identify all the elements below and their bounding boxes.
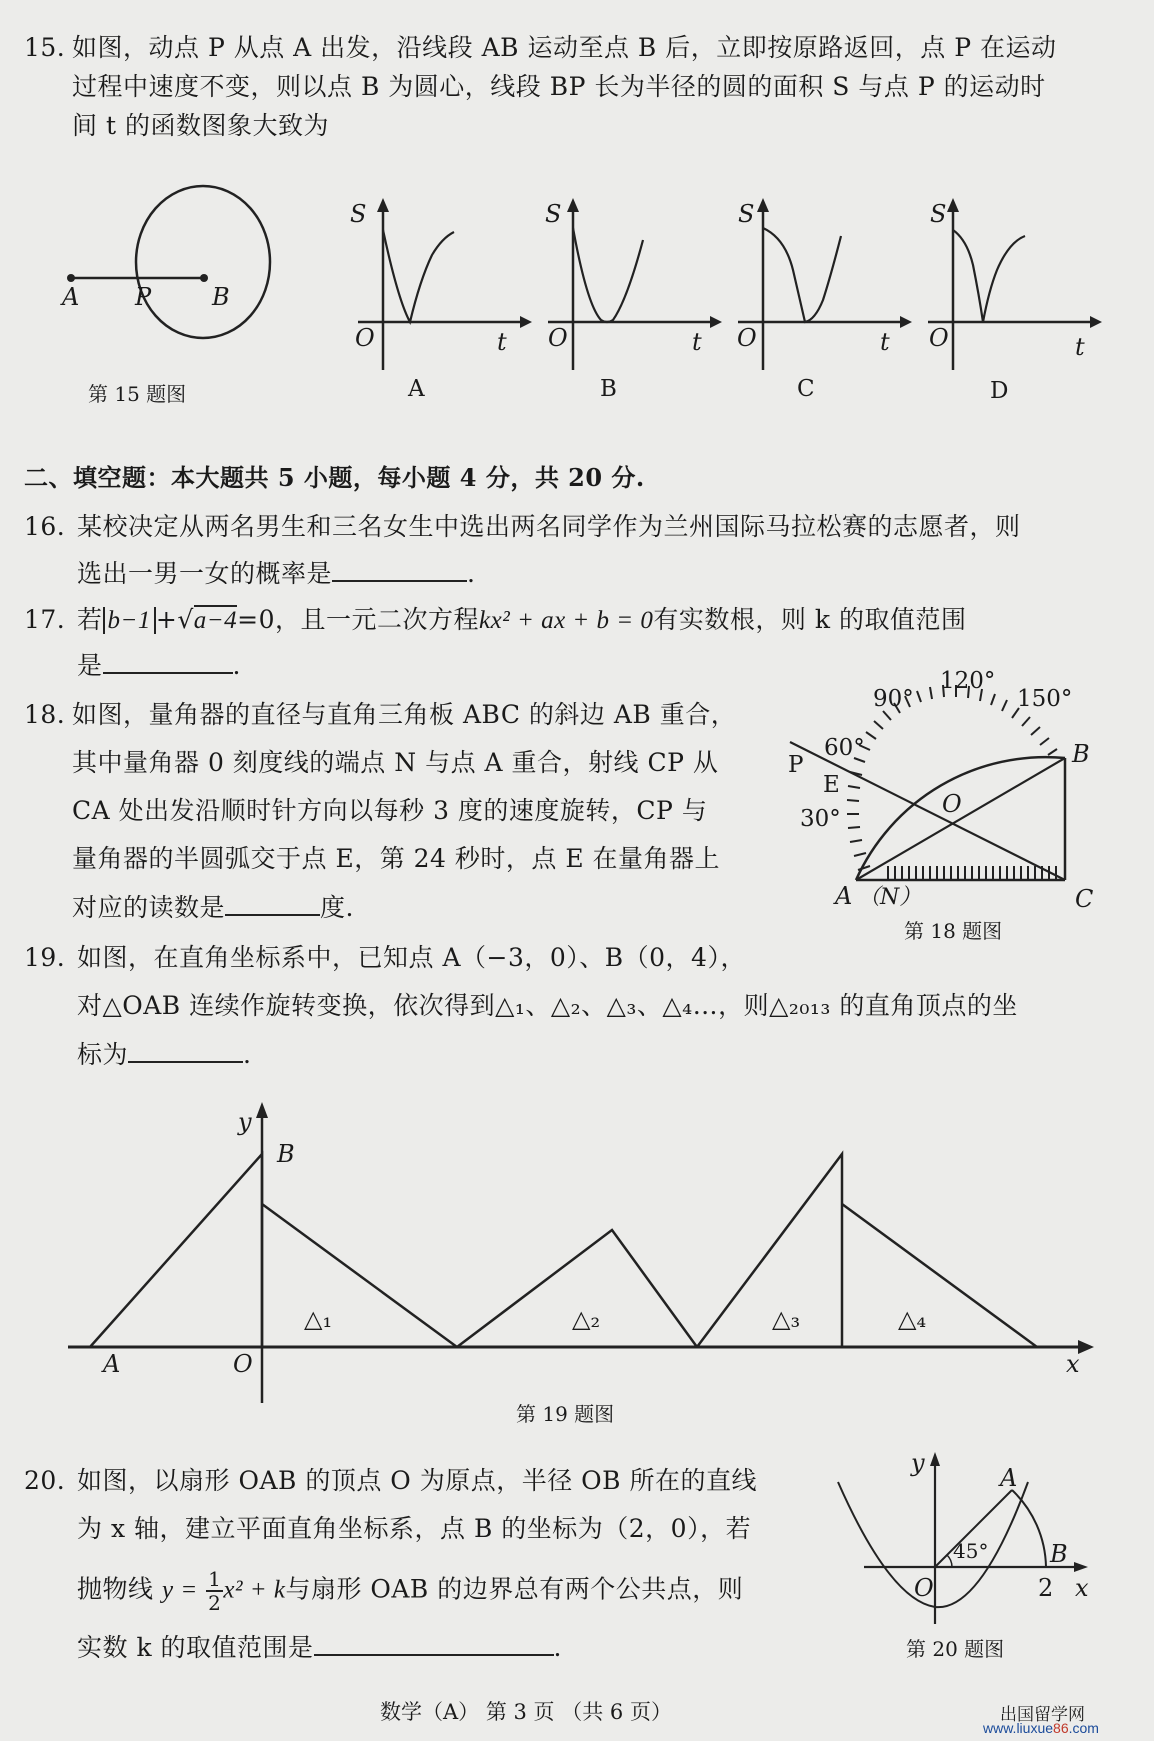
q17-answer-blank[interactable] [103, 650, 233, 674]
q17-abs-expr: b−1 [103, 607, 156, 634]
q18-text-line-1: 如图，量角器的直径与直角三角板 ABC 的斜边 AB 重合， [72, 700, 737, 729]
q19-label-x: x [1066, 1350, 1080, 1378]
q15-option-d-origin: O [929, 324, 949, 352]
q20-label-x: x [1075, 1574, 1089, 1602]
q15-text-line-1: 如图，动点 P 从点 A 出发，沿线段 AB 运动至点 B 后，立即按原路返回，点 P 在运动 [72, 33, 1057, 62]
q19-label-triangle-2: △₂ [572, 1305, 601, 1333]
q18-text-line-3: CA 处出发沿顺时针方向以每秒 3 度的速度旋转，CP 与 [72, 796, 708, 825]
q17-text-line-2 [77, 650, 241, 681]
q15-text-line-2: 过程中速度不变，则以点 B 为圆心，线段 BP 长为半径的圆的面积 S 与点 P 的运动时 [72, 72, 1046, 101]
q18-figure [770, 660, 1154, 950]
page-footer: 数学（A） 第 3 页 （共 6 页） [380, 1700, 672, 1724]
q17-text-line-1 [77, 605, 966, 636]
q18-label-o: O [942, 790, 962, 818]
q18-label-b: B [1072, 740, 1090, 768]
q16-prefix: 选出一男一女的概率是 [77, 559, 333, 588]
q17-line2-prefix: 是 [77, 651, 103, 680]
q15-option-c-axis-s: S [738, 200, 755, 228]
q20-line4-suffix: . [553, 1633, 562, 1662]
q16-number: 16. [24, 512, 66, 541]
q19-label-triangle-3: △₃ [772, 1305, 801, 1333]
q19-text-line-3 [77, 1039, 251, 1070]
q15-option-b-origin: O [548, 324, 568, 352]
q19-label-a: A [103, 1350, 121, 1378]
q16-answer-blank[interactable] [332, 558, 467, 582]
q20-text-line-3 [77, 1568, 743, 1614]
q20-figure-caption: 第 20 题图 [906, 1637, 1005, 1661]
q19-text-line-2: 对△OAB 连续作旋转变换，依次得到△₁、△₂、△₃、△₄…，则△₂₀₁₃ 的直角顶点的坐 [77, 991, 1018, 1020]
q17-sqrt-sign: √ [177, 605, 194, 634]
q15-figure [0, 180, 330, 340]
q19-figure-caption: 第 19 题图 [516, 1402, 615, 1426]
q15-option-b-label: B [600, 376, 617, 402]
q15-number: 15. [24, 33, 66, 62]
q15-option-d-label: D [990, 378, 1009, 404]
q20-line4-prefix: 实数 k 的取值范围是 [77, 1633, 314, 1662]
q20-label-angle: 45° [953, 1539, 989, 1563]
q19-label-triangle-4: △₄ [898, 1305, 927, 1333]
q18-label-a: A [835, 882, 853, 910]
q18-label-90: 90° [873, 686, 914, 712]
q15-option-c-label: C [797, 376, 815, 402]
q18-figure-caption: 第 18 题图 [904, 919, 1003, 943]
q15-figure-caption: 第 15 题图 [88, 382, 187, 406]
watermark-url [983, 1720, 1099, 1736]
q18-label-150: 150° [1017, 686, 1073, 712]
q20-text-line-2: 为 x 轴，建立平面直角坐标系，点 B 的坐标为（2，0），若 [77, 1514, 752, 1543]
q15-option-b-axis-t: t [692, 328, 702, 356]
section-2-heading: 二、填空题：本大题共 5 小题，每小题 4 分，共 20 分. [24, 463, 645, 492]
q18-label-30: 30° [800, 806, 841, 832]
q18-text-line-4: 量角器的半圆弧交于点 E，第 24 秒时，点 E 在量角器上 [72, 844, 721, 873]
q20-frac-den: 2 [208, 1591, 222, 1615]
q20-label-2: 2 [1038, 1574, 1054, 1602]
q19-text-line-1: 如图，在直角坐标系中，已知点 A（−3，0）、B（0，4）， [77, 943, 746, 972]
q15-option-a-axis-s: S [350, 200, 367, 228]
q18-text-line-5 [72, 892, 354, 923]
q17-suffix: 有实数根，则 k 的取值范围 [653, 605, 967, 634]
q19-line3-prefix: 标为 [77, 1040, 129, 1069]
q15-label-p: P [135, 283, 152, 311]
q16-suffix: . [467, 559, 476, 588]
q15-option-b-graph [545, 200, 715, 360]
q16-text-line-1: 某校决定从两名男生和三名女生中选出两名同学作为兰州国际马拉松赛的志愿者，则 [77, 512, 1021, 541]
q15-option-a-label: A [408, 376, 425, 402]
q15-option-a-axis-t: t [497, 328, 507, 356]
q18-text-line-2: 其中量角器 0 刻度线的端点 N 与点 A 重合，射线 CP 从 [72, 748, 719, 777]
q15-option-d-axis-t: t [1075, 333, 1085, 361]
q18-label-n: （N） [858, 885, 922, 910]
q20-label-b: B [1050, 1540, 1068, 1568]
q20-label-y: y [911, 1449, 925, 1477]
q19-answer-blank[interactable] [128, 1039, 243, 1063]
q15-option-c-axis-t: t [880, 328, 890, 356]
q15-label-a: A [62, 283, 80, 311]
q15-text-line-3: 间 t 的函数图象大致为 [72, 111, 329, 140]
q19-label-b: B [277, 1140, 295, 1168]
q18-answer-blank[interactable] [225, 892, 320, 916]
q15-option-d-graph [925, 200, 1095, 360]
q19-label-o: O [233, 1350, 253, 1378]
q15-option-b-axis-s: S [545, 200, 562, 228]
watermark-site-name: 出国留学网 [1000, 1705, 1085, 1724]
q17-plus: + [155, 605, 178, 634]
q20-frac-num: 1 [208, 1567, 222, 1591]
q18-number: 18. [24, 700, 66, 729]
q20-label-o: O [914, 1574, 934, 1602]
q19-figure [60, 1100, 1100, 1430]
q18-label-c: C [1075, 885, 1094, 913]
q19-label-y: y [238, 1108, 252, 1136]
q20-number: 20. [24, 1466, 66, 1495]
q18-last-suffix: 度. [320, 893, 354, 922]
watermark-url-prefix: www.liuxue [983, 1720, 1054, 1736]
q15-option-a-origin: O [355, 324, 375, 352]
q18-last-prefix: 对应的读数是 [72, 893, 226, 922]
q17-equation: kx² + ax + b = 0 [479, 607, 654, 634]
q20-text-line-1: 如图，以扇形 OAB 的顶点 O 为原点，半径 OB 所在的直线 [77, 1466, 757, 1495]
q19-label-triangle-1: △₁ [304, 1305, 333, 1333]
q20-line3-prefix: 抛物线 [77, 1574, 154, 1604]
q17-eq: =0，且一元二次方程 [237, 605, 480, 634]
q20-line3-suffix: 与扇形 OAB 的边界总有两个公共点，则 [285, 1574, 744, 1604]
q15-label-b: B [212, 283, 230, 311]
q20-formula-rest: x² + k [223, 1576, 286, 1604]
q19-line3-suffix: . [243, 1040, 252, 1069]
q18-label-e: E [823, 772, 840, 798]
q15-option-c-origin: O [737, 324, 757, 352]
q15-option-d-axis-s: S [930, 200, 947, 228]
watermark-url-num: 86 [1053, 1720, 1069, 1736]
q19-number: 19. [24, 943, 66, 972]
q20-fraction [206, 1568, 223, 1614]
q18-label-120: 120° [940, 668, 996, 694]
q18-label-60: 60° [824, 735, 865, 761]
q20-text-line-4 [77, 1632, 562, 1663]
q16-text-line-2 [77, 558, 475, 589]
q17-line2-suffix: . [232, 651, 241, 680]
q20-answer-blank[interactable] [314, 1632, 554, 1656]
q17-prefix: 若 [77, 605, 103, 634]
q17-sqrt-expr: a−4 [193, 607, 238, 634]
watermark-url-suffix: .com [1068, 1720, 1099, 1736]
q18-label-p: P [788, 752, 804, 778]
q20-label-a: A [1000, 1464, 1018, 1492]
q15-option-a-graph [350, 200, 520, 360]
q17-number: 17. [24, 605, 66, 634]
q20-formula-y: y = [161, 1576, 198, 1604]
